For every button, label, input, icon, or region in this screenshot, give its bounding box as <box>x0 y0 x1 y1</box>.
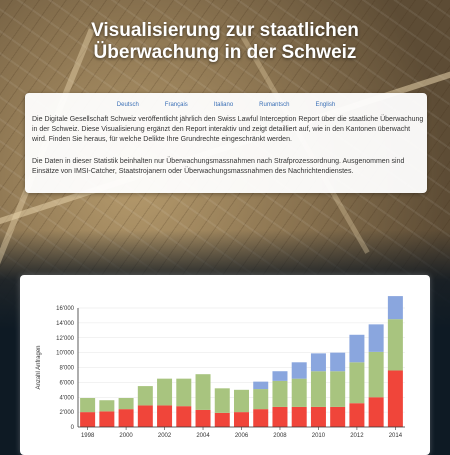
bar-segment-2006-series2[interactable] <box>234 390 249 412</box>
bar-segment-1999-series2[interactable] <box>99 400 114 411</box>
y-tick-label: 4'000 <box>59 395 74 402</box>
x-tick-label: 2008 <box>273 433 287 439</box>
bar-segment-2013-series1[interactable] <box>369 397 384 427</box>
bar-segment-2004-series2[interactable] <box>196 374 211 410</box>
x-tick-label: 2006 <box>234 433 249 439</box>
bar-segment-2011-series3[interactable] <box>330 353 345 372</box>
y-tick-label: 6'000 <box>59 380 74 387</box>
bar-segment-1998-series1[interactable] <box>80 412 95 427</box>
bar-segment-2001-series2[interactable] <box>138 386 153 405</box>
language-link-english[interactable]: English <box>315 102 336 108</box>
language-link-deutsch[interactable]: Deutsch <box>116 102 139 108</box>
stacked-bar-chart <box>20 275 430 455</box>
bar-segment-2014-series3[interactable] <box>388 296 403 319</box>
y-tick-label: 0 <box>70 425 74 431</box>
y-tick-label: 10'000 <box>56 350 74 357</box>
bar-segment-2012-series2[interactable] <box>349 362 364 403</box>
x-tick-label: 2000 <box>119 433 133 439</box>
bar-segment-2011-series2[interactable] <box>330 371 345 407</box>
bar-segment-1999-series1[interactable] <box>99 411 114 427</box>
bar-segment-2000-series2[interactable] <box>119 398 134 409</box>
x-tick-label: 2014 <box>388 433 403 439</box>
bar-segment-2009-series2[interactable] <box>292 379 307 407</box>
bar-segment-2012-series1[interactable] <box>349 403 364 427</box>
bar-segment-2002-series1[interactable] <box>157 405 172 427</box>
bar-segment-2005-series1[interactable] <box>215 413 230 427</box>
bar-segment-2014-series1[interactable] <box>388 370 403 427</box>
bar-segment-2009-series3[interactable] <box>292 362 307 378</box>
page-title <box>60 20 390 64</box>
bar-segment-2003-series2[interactable] <box>176 379 191 407</box>
y-axis-label: Anzahl Anfragen <box>36 345 42 390</box>
bar-segment-2003-series1[interactable] <box>176 406 191 427</box>
bar-segment-2013-series3[interactable] <box>369 324 384 352</box>
language-link-italiano[interactable]: Italiano <box>213 102 234 108</box>
language-link-francais[interactable]: Français <box>164 102 188 108</box>
bar-segment-2000-series1[interactable] <box>119 409 134 427</box>
page-title-line2: Überwachung in der Schweiz <box>93 42 357 63</box>
bar-segment-2014-series2[interactable] <box>388 319 403 370</box>
x-tick-label: 1998 <box>80 433 95 439</box>
language-switcher <box>25 100 427 110</box>
chart-card <box>20 275 430 455</box>
bar-segment-2011-series1[interactable] <box>330 407 345 427</box>
bar-segment-2009-series1[interactable] <box>292 407 307 427</box>
bar-segment-2008-series3[interactable] <box>272 371 287 381</box>
y-tick-label: 12'000 <box>56 335 74 342</box>
x-tick-label: 2012 <box>350 433 364 439</box>
bar-segment-2007-series2[interactable] <box>253 389 268 409</box>
bar-segment-2013-series2[interactable] <box>369 352 384 397</box>
bar-segment-2007-series3[interactable] <box>253 382 268 389</box>
bar-segment-2012-series3[interactable] <box>349 335 364 363</box>
bar-segment-2010-series1[interactable] <box>311 407 326 427</box>
y-tick-label: 14'000 <box>56 320 74 327</box>
x-tick-label: 2004 <box>196 433 210 439</box>
x-tick-label: 2002 <box>157 433 172 439</box>
bar-segment-2004-series1[interactable] <box>196 410 211 427</box>
data-note-paragraph: Die Daten in dieser Statistik beinhalten nur Überwachungsmassnahmen nach Strafprozessordnung. Ausgenommen sind Einsätze von IMSI-Catcher, Staatstrojanern oder Überwachungsmassnahmen des Nachrichtendienstes. <box>32 158 405 175</box>
bar-segment-2010-series3[interactable] <box>311 353 326 371</box>
bar-segment-2002-series2[interactable] <box>157 379 172 406</box>
bar-segment-2010-series2[interactable] <box>311 371 326 407</box>
page-title-line1: Visualisierung zur staatlichen <box>91 20 359 41</box>
language-link-rumantsch[interactable]: Rumantsch <box>259 102 290 108</box>
bar-segment-2005-series2[interactable] <box>215 388 230 413</box>
bar-segment-2007-series1[interactable] <box>253 409 268 427</box>
intro-paragraph: Die Digitale Gesellschaft Schweiz veröffentlicht jährlich den Swiss Lawful Interception Report über die staatliche Überwachung in der Schweiz. Diese Visualisierung ergänzt den Report interaktiv und zeigt detailliert auf, wie in den Kantonen überwacht wird. Finden Sie heraus, für welche Delikte Ihre Grundrechte eingeschränkt werden. <box>32 116 424 143</box>
x-tick-label: 2010 <box>311 433 326 439</box>
bar-segment-2006-series1[interactable] <box>234 412 249 427</box>
y-tick-label: 2'000 <box>59 410 74 417</box>
bar-segment-2008-series2[interactable] <box>272 381 287 407</box>
bar-segment-1998-series2[interactable] <box>80 398 95 412</box>
intro-panel <box>25 93 427 193</box>
bar-segment-2008-series1[interactable] <box>272 407 287 427</box>
y-tick-label: 16'000 <box>56 306 74 312</box>
y-tick-label: 8'000 <box>59 365 74 372</box>
bar-segment-2001-series1[interactable] <box>138 405 153 427</box>
